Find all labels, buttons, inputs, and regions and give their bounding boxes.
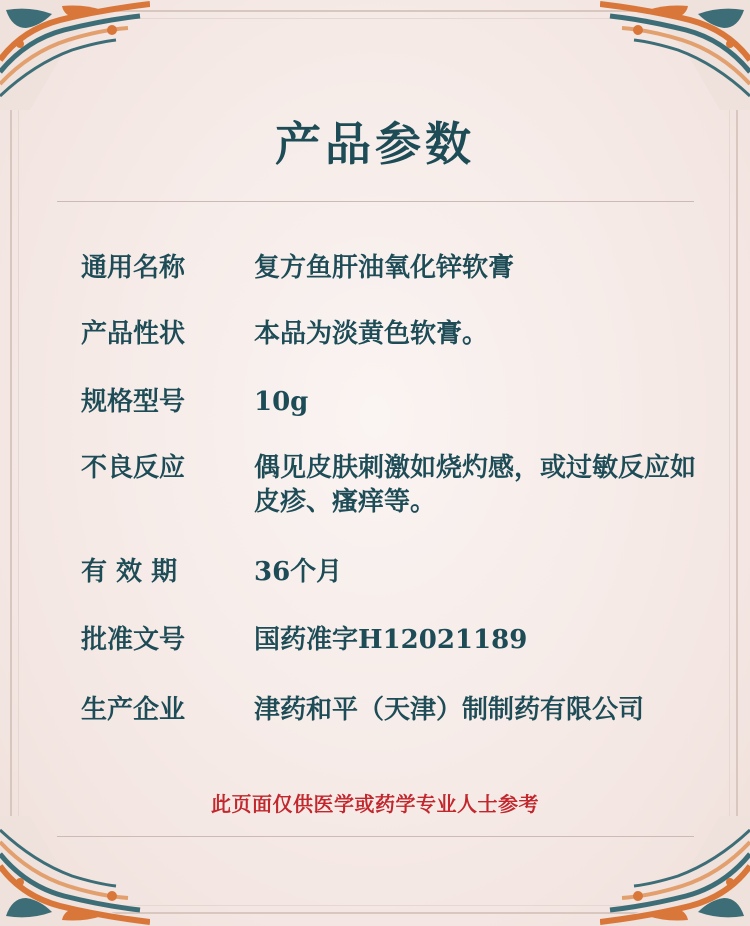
professional-use-notice: 此页面仅供医学或药学专业人士参考 <box>211 792 539 816</box>
param-label: 不良反应 <box>81 453 186 483</box>
divider-top <box>57 201 694 202</box>
param-value: 国药准字H12021189 <box>254 625 528 655</box>
param-value: 复方鱼肝油氧化锌软膏 <box>254 253 515 283</box>
param-label: 产品性状 <box>81 319 186 349</box>
param-label: 有 效 期 <box>81 557 178 587</box>
param-value: 36个月 <box>254 557 343 587</box>
ornamental-corner-icon <box>0 816 150 926</box>
param-label: 生产企业 <box>81 695 186 725</box>
param-label: 规格型号 <box>81 387 186 417</box>
ornamental-corner-icon <box>0 0 150 110</box>
param-label: 通用名称 <box>81 253 186 283</box>
param-value: 10g <box>254 387 309 417</box>
param-value: 本品为淡黄色软膏。 <box>254 319 489 349</box>
param-value: 偶见皮肤刺激如烧灼感，或过敏反应如皮疹、瘙痒等。 <box>254 453 697 517</box>
ornamental-corner-icon <box>600 0 750 110</box>
param-value: 津药和平（天津）制制药有限公司 <box>254 695 645 725</box>
param-label: 批准文号 <box>81 625 186 655</box>
divider-bottom <box>57 836 694 837</box>
ornamental-corner-icon <box>600 816 750 926</box>
page-title: 产品参数 <box>275 117 475 171</box>
